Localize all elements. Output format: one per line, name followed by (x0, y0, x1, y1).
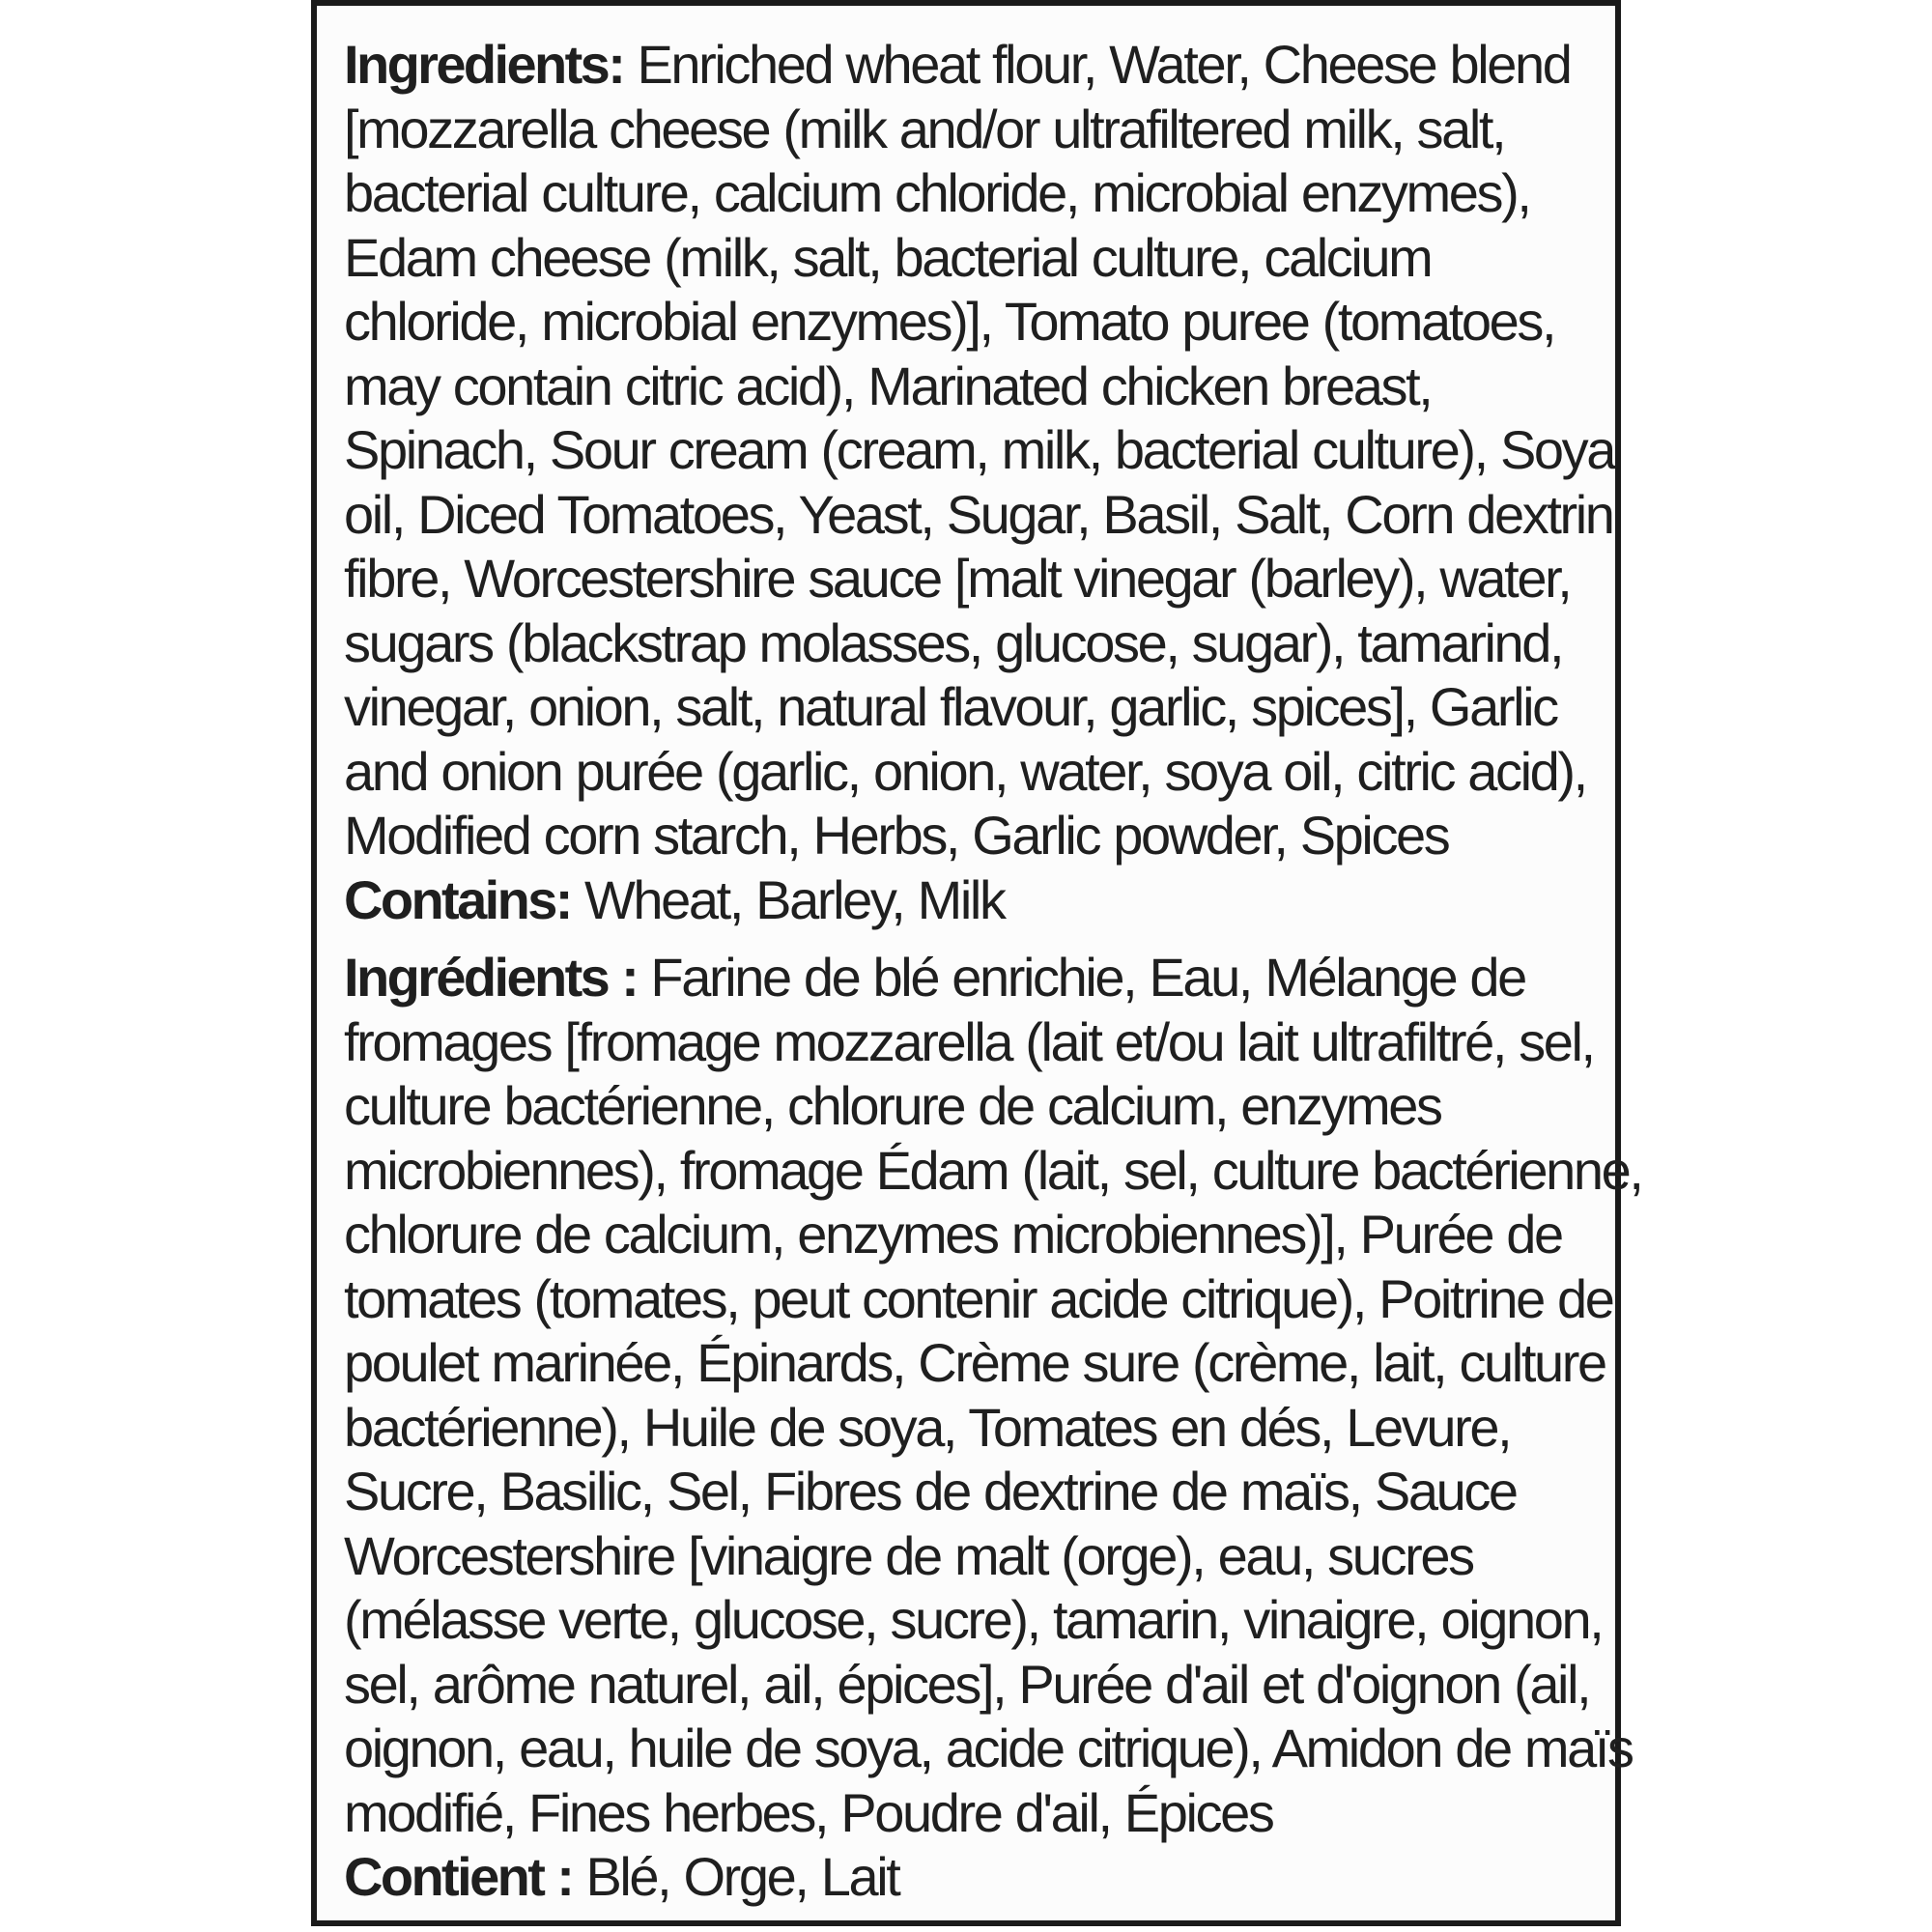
english-ingredients-line-2: [mozzarella cheese (milk and/or ultrafiltered milk, salt, (344, 98, 1505, 159)
english-ingredients-line-13: Modified corn starch, Herbs, Garlic powder, Spices (344, 805, 1449, 866)
french-ingredients-line-3: culture bactérienne, chlorure de calcium, enzymes (344, 1075, 1441, 1136)
french-ingredients-line-11: (mélasse verte, glucose, sucre), tamarin, vinaigre, oignon, (344, 1589, 1603, 1650)
english-ingredients-line-10: sugars (blackstrap molasses, glucose, sugar), tamarind, (344, 611, 1563, 673)
english-ingredients-line-1 (344, 33, 1609, 98)
french-ingredients-line-1 (344, 946, 1609, 1010)
french-contains-text: Blé, Orge, Lait (572, 1846, 899, 1907)
french-ingredients-text: Farine de blé enrichie, Eau, Mélange de (637, 947, 1525, 1008)
french-ingredients-line-12: sel, arôme naturel, ail, épices], Purée d'ail et d'oignon (ail, (344, 1653, 1590, 1715)
english-contains-line (344, 868, 1609, 933)
english-contains-text: Wheat, Barley, Milk (570, 868, 1005, 930)
english-ingredients-line-9: fibre, Worcestershire sauce [malt vinegar (barley), water, (344, 548, 1571, 609)
french-ingredients-line-9: Sucre, Basilic, Sel, Fibres de dextrine de maïs, Sauce (344, 1461, 1517, 1521)
english-section (344, 33, 1614, 932)
french-contains-line (344, 1845, 1609, 1910)
french-ingredients-line-7: poulet marinée, Épinards, Crème sure (crème, lait, culture (344, 1332, 1605, 1393)
ingredients-label-panel (311, 0, 1642, 1926)
french-ingredients-line-2: fromages [fromage mozzarella (lait et/ou lait ultrafiltré, sel, (344, 1010, 1594, 1072)
french-section (344, 946, 1642, 1910)
french-ingredients-line-13: oignon, eau, huile de soya, acide citrique), Amidon de maïs (344, 1718, 1633, 1778)
english-ingredients-line-5: chloride, microbial enzymes)], Tomato puree (tomatoes, (344, 291, 1555, 352)
english-ingredients-line-3: bacterial culture, calcium chloride, microbial enzymes), (344, 162, 1530, 223)
ingredients-label-content (344, 33, 1642, 1910)
french-ingredients-line-5: chlorure de calcium, enzymes microbiennes)], Purée de (344, 1204, 1562, 1264)
french-ingredients-line-14: modifié, Fines herbes, Poudre d'ail, Épices (344, 1781, 1273, 1843)
french-ingredients-line-4: microbiennes), fromage Édam (lait, sel, culture bactérienne, (344, 1139, 1642, 1201)
english-ingredients-line-4: Edam cheese (milk, salt, bacterial culture, calcium (344, 226, 1432, 288)
english-ingredients-line-7: Spinach, Sour cream (cream, milk, bacterial culture), Soya (344, 419, 1614, 480)
english-ingredients-text: Enriched wheat flour, Water, Cheese blend (623, 34, 1571, 95)
english-ingredients-heading: Ingredients: (344, 34, 624, 95)
english-ingredients-line-11: vinegar, onion, salt, natural flavour, garlic, spices], Garlic (344, 676, 1557, 737)
english-ingredients-line-12: and onion purée (garlic, onion, water, soya oil, citric acid), (344, 740, 1586, 802)
english-ingredients-line-6: may contain citric acid), Marinated chicken breast, (344, 355, 1432, 416)
french-ingredients-line-6: tomates (tomates, peut contenir acide citrique), Poitrine de (344, 1267, 1613, 1329)
english-contains-heading: Contains: (344, 868, 571, 930)
english-ingredients-line-8: oil, Diced Tomatoes, Yeast, Sugar, Basil, Salt, Corn dextrin (344, 483, 1613, 545)
french-ingredients-line-10: Worcestershire [vinaigre de malt (orge), eau, sucres (344, 1524, 1473, 1586)
french-ingredients-heading: Ingrédients : (344, 947, 638, 1008)
french-ingredients-line-8: bactérienne), Huile de soya, Tomates en dés, Levure, (344, 1396, 1511, 1458)
french-contains-heading: Contient : (344, 1846, 573, 1907)
